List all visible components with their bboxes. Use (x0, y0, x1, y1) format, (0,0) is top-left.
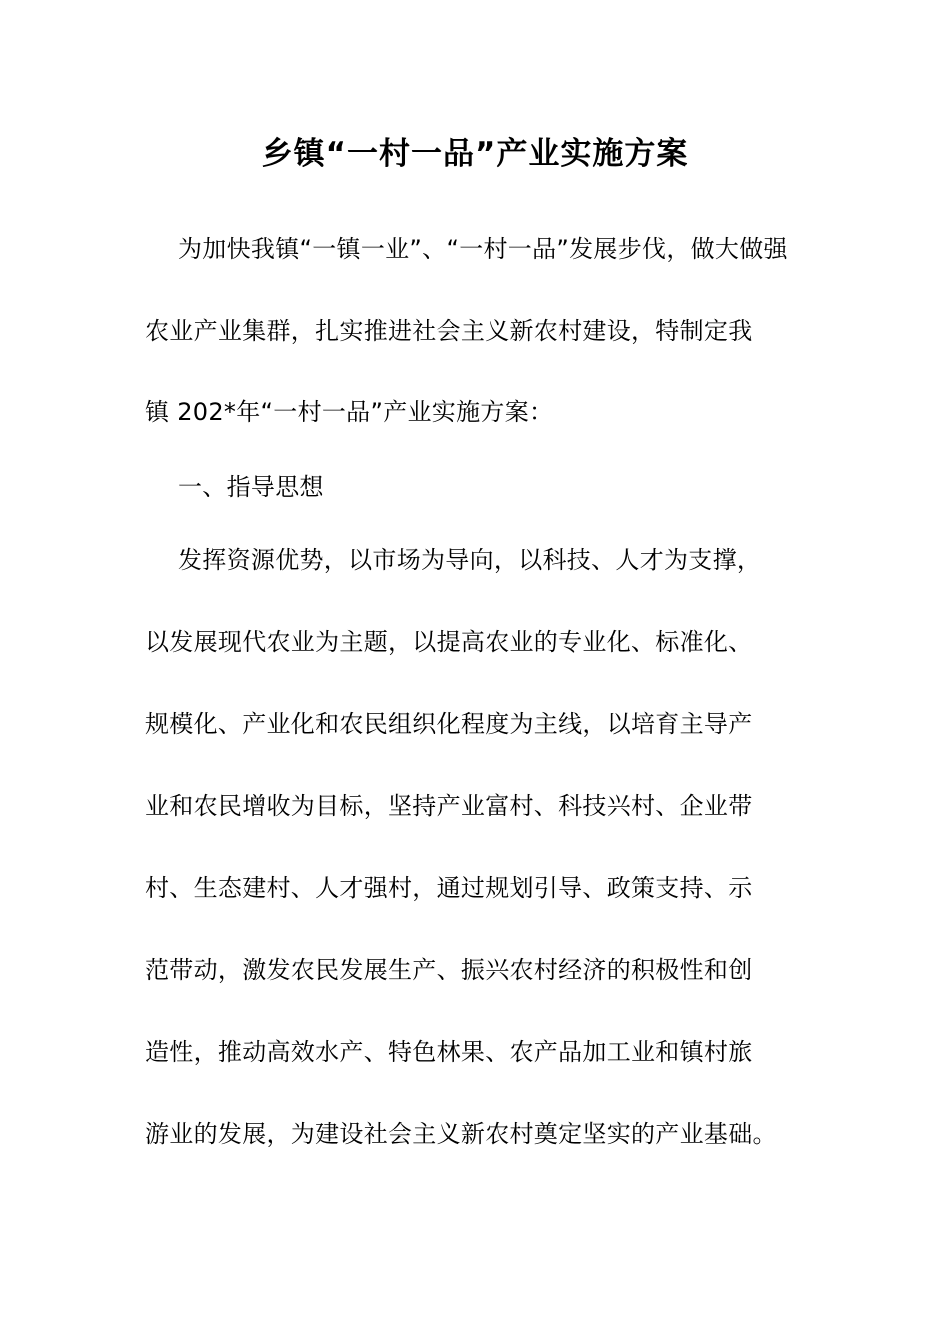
section-line-7: 造性，推动高效水产、特色林果、农产品加工业和镇村旅 (145, 1038, 753, 1066)
section-line-1: 发挥资源优势，以市场为导向，以科技、人才为支撑， (178, 546, 762, 574)
intro-line-2: 农业产业集群，扎实推进社会主义新农村建设，特制定我 (145, 317, 753, 345)
section-line-8: 游业的发展，为建设社会主义新农村奠定坚实的产业基础。 (145, 1120, 777, 1148)
section-line-6: 范带动，激发农民发展生产、振兴农村经济的积极性和创 (145, 956, 753, 984)
intro-line-3: 镇 202*年“一村一品”产业实施方案： (145, 398, 554, 426)
section-line-5: 村、生态建村、人才强村，通过规划引导、政策支持、示 (145, 874, 753, 902)
section-line-4: 业和农民增收为目标，坚持产业富村、科技兴村、企业带 (145, 792, 753, 820)
document-title: 乡镇“一村一品”产业实施方案 (261, 136, 689, 172)
intro-line-1: 为加快我镇“一镇一业”、“一村一品”发展步伐，做大做强 (178, 235, 788, 263)
section-line-2: 以发展现代农业为主题，以提高农业的专业化、标准化、 (145, 628, 753, 656)
section-line-3: 规模化、产业化和农民组织化程度为主线，以培育主导产 (145, 710, 753, 738)
section-heading: 一、指导思想 (178, 473, 324, 501)
